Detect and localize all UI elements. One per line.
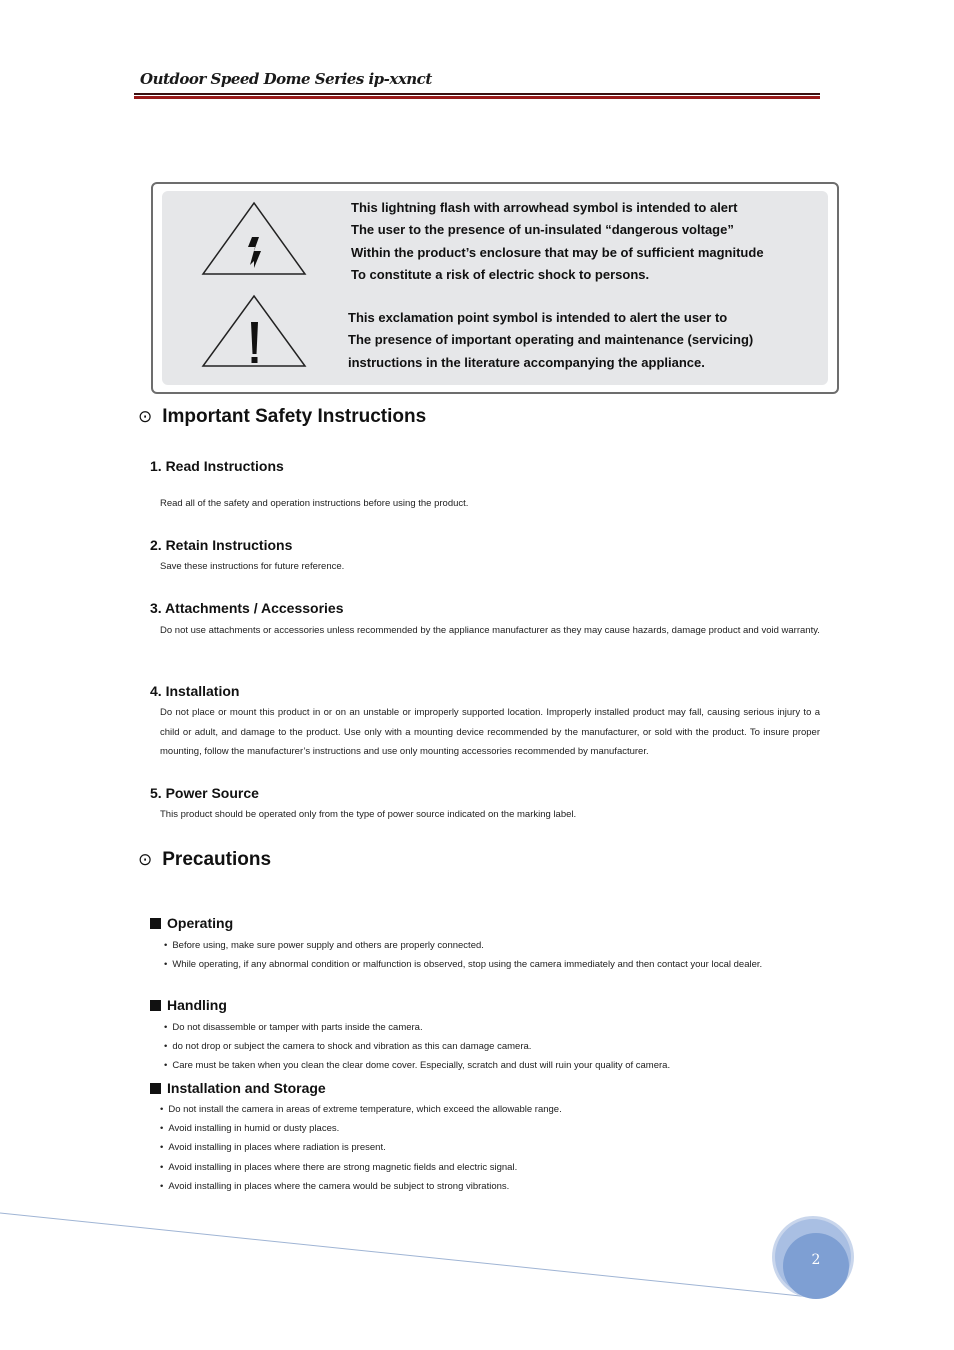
safety-item-title: 1. Read Instructions [150, 458, 284, 474]
circle-bullet-icon: ⊙ [138, 850, 153, 869]
list-item: • Do not disassemble or tamper with parts inside the camera. [164, 1018, 670, 1037]
warning-line: This lightning flash with arrowhead symbol is intended to alert [351, 200, 738, 215]
list-item: • Care must be taken when you clean the clear dome cover. Especially, scratch and dust will ruin your quality of camera. [164, 1056, 670, 1075]
safety-item-title: 4. Installation [150, 683, 240, 699]
list-item: • Do not install the camera in areas of extreme temperature, which exceed the allowable range. [160, 1100, 562, 1119]
list-item: • Avoid installing in places where the camera would be subject to strong vibrations. [160, 1177, 562, 1196]
precautions-section-title: ⊙ Precautions [138, 849, 272, 870]
warning-line: Within the product’s enclosure that may be of sufficient magnitude [351, 244, 764, 260]
safety-item-title: 3. Attachments / Accessories [150, 600, 344, 616]
page-number: 2 [811, 1252, 821, 1268]
safety-item-text: Do not use attachments or accessories unless recommended by the appliance manufacturer as they may cause hazards, damage product and void warranty. [160, 625, 820, 636]
safety-item-text: Read all of the safety and operation instructions before using the product. [160, 498, 469, 509]
safety-item-text: Save these instructions for future reference. [160, 561, 345, 572]
list-item: • Avoid installing in places where radiation is present. [160, 1138, 562, 1157]
warning-line: To constitute a risk of electric shock to persons. [351, 266, 650, 282]
precaution-group-title: Installation and Storage [150, 1080, 326, 1096]
warning-line: The presence of important operating and maintenance (servicing) [348, 332, 754, 348]
warning-line: instructions in the literature accompanying the appliance. [348, 354, 705, 370]
list-item: • Avoid installing in places where there are strong magnetic fields and electric signal. [160, 1158, 562, 1177]
list-item: • Avoid installing in humid or dusty places. [160, 1119, 562, 1138]
safety-item-title: 5. Power Source [150, 785, 259, 801]
safety-item-text: This product should be operated only from the type of power source indicated on the marking label. [160, 809, 577, 820]
warning-line: The user to the presence of un-insulated “dangerous voltage” [351, 222, 734, 238]
safety-section-title: ⊙ Important Safety Instructions [138, 406, 427, 427]
safety-item-text: Do not place or mount this product in or on an unstable or improperly supported location. Improperly installed product may fall, causing serious injury to a child or adult, and damage to the product. Use only with a mounting device recommended by the manufacturer, or sold with the product. To insure proper mounting, follow the manufacturer’s instructions and use only mounting accessories recommended by manufacturer. [160, 707, 820, 757]
warning-line: This exclamation point symbol is intended to alert the user to [348, 310, 728, 325]
safety-item-title: 2. Retain Instructions [150, 537, 293, 553]
circle-bullet-icon: ⊙ [138, 407, 153, 426]
list-item: • While operating, if any abnormal condition or malfunction is observed, stop using the camera immediately and then contact your local dealer. [164, 955, 762, 974]
running-header: Outdoor Speed Dome Series ip-xxnct [140, 70, 432, 88]
precaution-group-title: Handling [150, 997, 227, 1013]
list-item: • Before using, make sure power supply and others are properly connected. [164, 936, 762, 955]
precaution-group-title: Operating [150, 915, 233, 931]
list-item: • do not drop or subject the camera to shock and vibration as this can damage camera. [164, 1037, 670, 1056]
